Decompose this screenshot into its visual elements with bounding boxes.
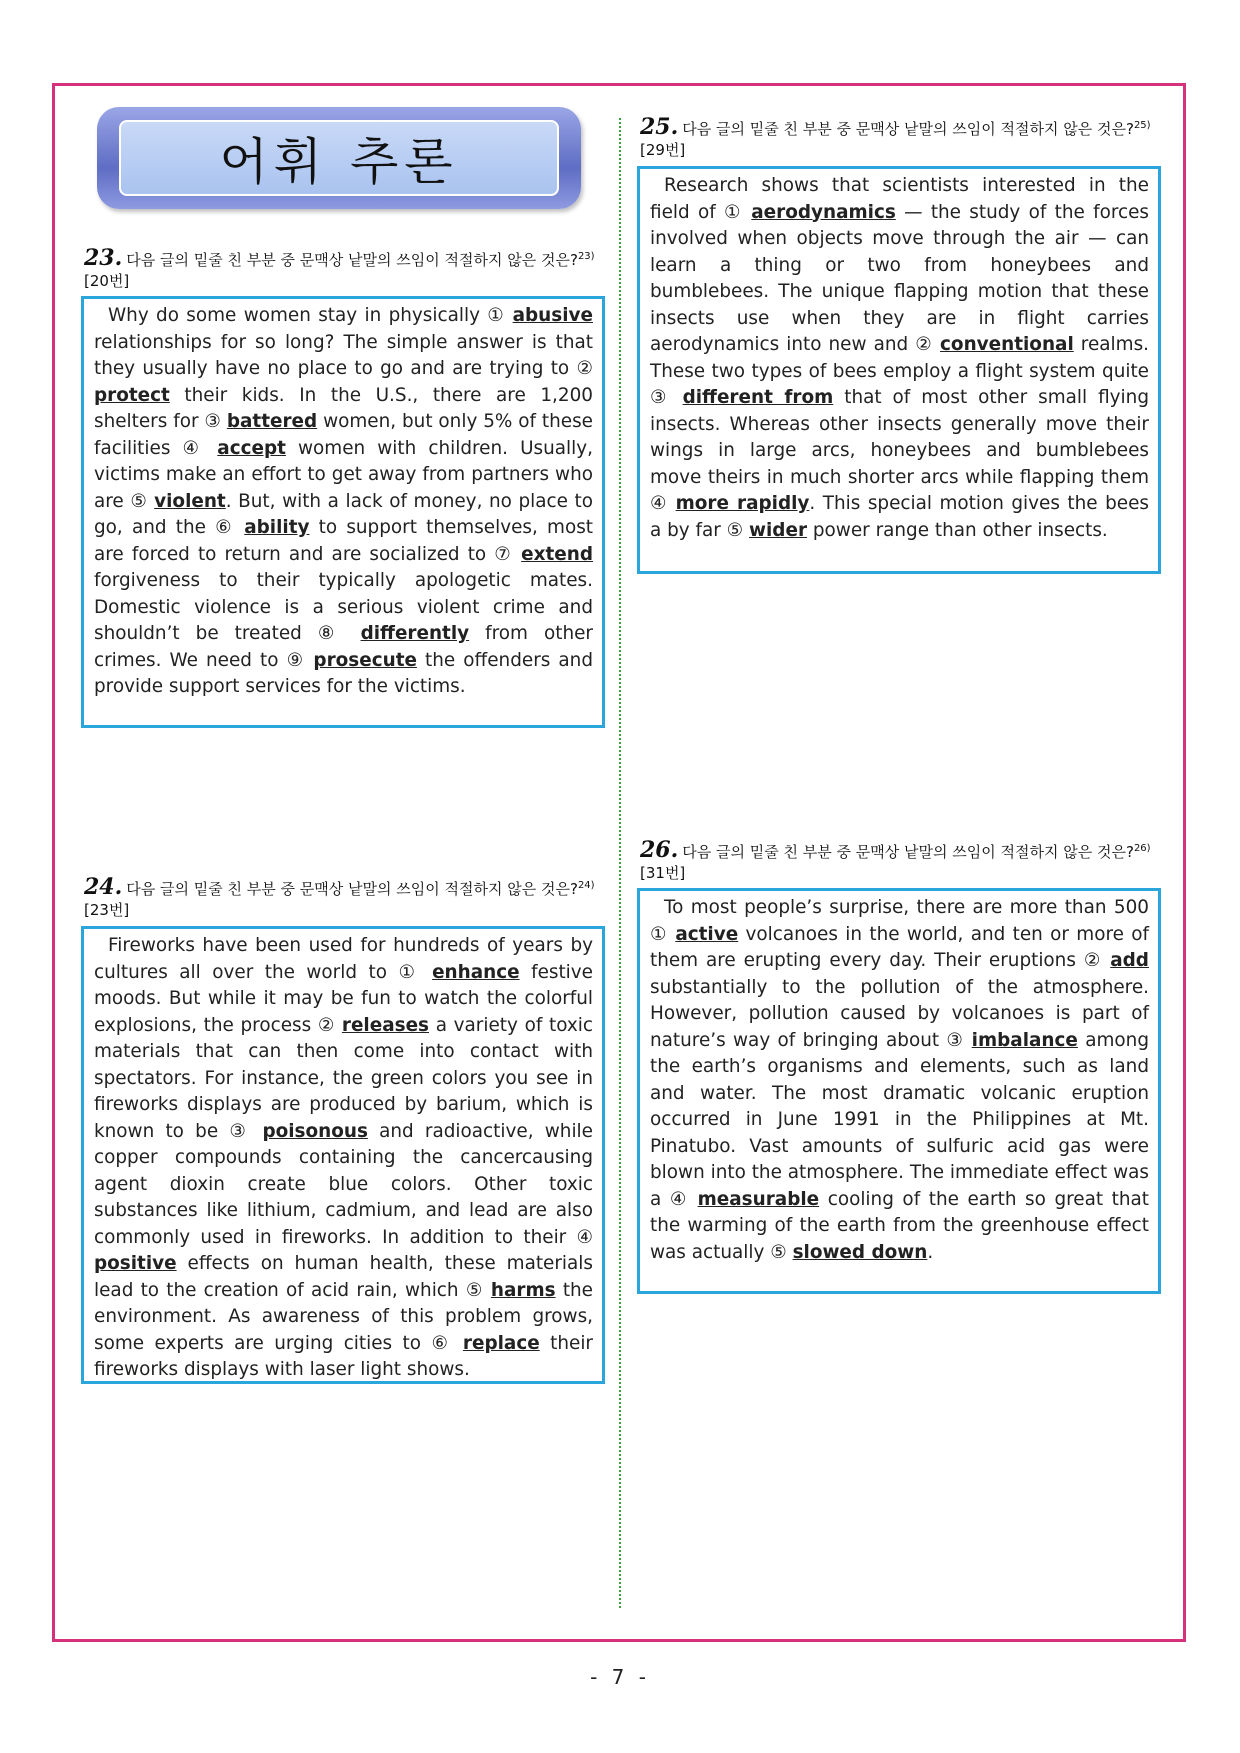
question-source: [31번]	[640, 864, 686, 882]
question-number: 23.	[84, 245, 123, 271]
passage-segment: forgiveness to their typically apologetic mates. Domestic violence is a serious violent crime and shouldn’t be treated	[94, 570, 593, 644]
passage-segment: ⑤	[726, 519, 750, 541]
passage-segment: substantially to the pollution of the atmosphere. However, pollution caused by volcanoes is part of nature’s way of bringing about	[650, 976, 1149, 1051]
underlined-word: ability	[244, 517, 310, 538]
passage-segment: festive moods. But while it may be fun to watch the colorful explosions, the process	[94, 961, 593, 1036]
passage-text	[650, 173, 1149, 544]
passage-segment: from other crimes. We need to	[94, 623, 593, 671]
passage-segment: ⑦	[494, 543, 522, 565]
footnote-mark: 23)	[577, 251, 595, 262]
passage-segment: power range than other insects.	[807, 519, 1108, 541]
underlined-word: measurable	[697, 1188, 820, 1210]
passage-segment: ⑨	[286, 649, 314, 671]
passage-segment: ②	[915, 334, 941, 355]
underlined-word: abusive	[512, 305, 593, 326]
underlined-word: differently	[360, 623, 470, 644]
footnote-mark: 26)	[1133, 843, 1151, 854]
passage-segment: ③	[650, 387, 683, 408]
underlined-word: battered	[226, 411, 318, 432]
passage-segment: women, but only 5% of these facilities	[94, 411, 593, 459]
underlined-word: different from	[682, 387, 834, 408]
question-header-26	[640, 838, 1162, 884]
passage-segment: among the earth’s organisms and elements, such as land and water. The most dramatic volcanic eruption occurred in June 1991 in the Philippines at Mt. Pinatubo. Vast amounts of sulfuric acid gas were blown into the atmosphere. The immediate effect was a	[650, 1029, 1149, 1210]
underlined-word: wider	[749, 519, 808, 541]
passage-segment: ④	[182, 437, 218, 459]
passage-segment: ②	[317, 1014, 342, 1036]
passage-segment: relationships for so long? The simple answer is that they usually have no place to go and are trying to	[94, 331, 593, 379]
underlined-word: slowed down	[792, 1241, 928, 1263]
section-title: 어휘 추론	[219, 133, 459, 191]
passage-segment: and radioactive, while copper compounds containing the cancercausing agent dioxin create blue colors. Other toxic substances like lithium, cadmium, and lead are also commonly used in fireworks. In addition to their	[94, 1120, 593, 1248]
underlined-word: add	[1110, 950, 1149, 971]
passage-segment: ③	[946, 1029, 972, 1051]
passage-segment: a variety of toxic materials that can then come into contact with spectators. For instance, the green colors you see in fireworks displays are produced by barium, which is known to be	[94, 1014, 593, 1142]
passage-segment: volcanoes in the world, and ten or more of them are erupting every day. Their eruptions	[650, 923, 1149, 971]
passage-segment: ①	[487, 305, 513, 326]
passage-segment: ①	[724, 201, 752, 223]
question-prompt: 다음 글의 밑줄 친 부분 중 문맥상 낱말의 쓰임이 적절하지 않은 것은?	[682, 120, 1134, 138]
passage-segment: ②	[1083, 950, 1111, 971]
passage-segment: the offenders and provide support services for the victims.	[94, 649, 594, 697]
underlined-word: prosecute	[313, 649, 417, 671]
passage-segment: ⑤	[770, 1241, 793, 1263]
question-source: [23번]	[84, 901, 130, 919]
passage-segment: Fireworks have been used for hundreds of years by cultures all over the world to	[94, 935, 593, 983]
question-header-24	[84, 875, 606, 921]
passage-segment: ⑥	[215, 517, 245, 538]
passage-segment: To most people’s surprise, there are more than 500	[664, 897, 1149, 918]
underlined-word: enhance	[432, 961, 520, 983]
passage-segment: women with children. Usually, victims make an effort to get away from partners who are	[94, 437, 593, 512]
underlined-word: active	[675, 923, 739, 945]
passage-segment: ⑥	[431, 1332, 463, 1354]
question-source: [29번]	[640, 141, 686, 159]
passage-segment: ④	[669, 1188, 698, 1210]
question-header-25	[640, 115, 1162, 161]
passage-segment: ①	[650, 923, 676, 945]
question-source: [20번]	[84, 272, 130, 290]
passage-segment: that of most other small flying insects. Whereas other insects generally move their wings in large arcs, honeybees and bumblebees move theirs in much shorter arcs while flapping them	[650, 387, 1149, 488]
passage-segment: the environment. As awareness of this problem grows, some experts are urging cities to	[94, 1279, 594, 1354]
passage-box-23	[81, 296, 605, 728]
passage-segment: ⑤	[130, 490, 155, 512]
underlined-word: accept	[217, 437, 286, 459]
passage-segment: their fireworks displays with laser light shows.	[94, 1332, 593, 1380]
passage-segment: ①	[398, 961, 433, 983]
passage-segment: ②	[576, 358, 593, 379]
question-number: 24.	[84, 874, 123, 900]
question-number: 25.	[640, 114, 679, 140]
footnote-mark: 24)	[577, 880, 595, 891]
underlined-word: poisonous	[262, 1120, 368, 1142]
underlined-word: more rapidly	[675, 493, 810, 514]
footnote-mark: 25)	[1133, 120, 1151, 131]
question-prompt: 다음 글의 밑줄 친 부분 중 문맥상 낱말의 쓰임이 적절하지 않은 것은?	[126, 251, 578, 269]
passage-segment: .	[927, 1241, 934, 1263]
passage-box-24	[81, 926, 605, 1384]
passage-box-26	[637, 888, 1161, 1294]
passage-segment: — the study of the forces involved when objects move through the air — can learn a thing or two from honeybees and bumblebees. The unique flapping motion that these insects use when they are in flight carries aerodynamics into new and	[650, 201, 1149, 355]
passage-segment: effects on human health, these materials lead to the creation of acid rain, which	[94, 1253, 593, 1301]
underlined-word: aerodynamics	[751, 201, 896, 223]
section-banner-inner	[119, 120, 559, 196]
underlined-word: harms	[490, 1279, 556, 1301]
passage-text	[94, 303, 593, 701]
passage-segment: ③	[204, 411, 227, 432]
underlined-word: protect	[94, 384, 170, 406]
question-prompt: 다음 글의 밑줄 친 부분 중 문맥상 낱말의 쓰임이 적절하지 않은 것은?	[682, 843, 1134, 861]
column-divider	[619, 118, 621, 1608]
underlined-word: positive	[94, 1253, 177, 1274]
underlined-word: replace	[462, 1332, 540, 1354]
passage-segment: ③	[229, 1120, 263, 1142]
passage-segment: ④	[650, 493, 676, 514]
passage-segment: ⑧	[317, 623, 361, 644]
underlined-word: extend	[521, 543, 593, 565]
passage-text	[94, 933, 593, 1384]
passage-segment: their kids. In the U.S., there are 1,200 shelters for	[94, 384, 593, 432]
passage-segment: . This special motion gives the bees a by far	[650, 493, 1149, 541]
passage-segment: Why do some women stay in physically	[108, 305, 488, 326]
underlined-word: conventional	[940, 334, 1074, 355]
passage-text	[650, 895, 1149, 1266]
underlined-word: releases	[341, 1014, 429, 1036]
underlined-word: violent	[154, 490, 226, 512]
passage-box-25	[637, 166, 1161, 574]
question-header-23	[84, 246, 606, 292]
passage-segment: cooling of the earth so great that the warming of the earth from the greenhouse effect was actually	[650, 1188, 1149, 1263]
passage-segment: Research shows that scientists interested in the field of	[650, 175, 1149, 223]
passage-segment: ⑤	[465, 1279, 491, 1301]
passage-segment: to support themselves, most are forced to return and are socialized to	[94, 517, 594, 565]
passage-segment: ④	[576, 1226, 593, 1248]
passage-segment: . But, with a lack of money, no place to go, and the	[94, 490, 593, 538]
page-number: - 7 -	[590, 1665, 650, 1689]
question-number: 26.	[640, 837, 679, 863]
section-banner	[97, 107, 581, 209]
question-prompt: 다음 글의 밑줄 친 부분 중 문맥상 낱말의 쓰임이 적절하지 않은 것은?	[126, 880, 578, 898]
passage-segment: realms. These two types of bees employ a flight system quite	[650, 334, 1149, 382]
underlined-word: imbalance	[971, 1029, 1078, 1051]
